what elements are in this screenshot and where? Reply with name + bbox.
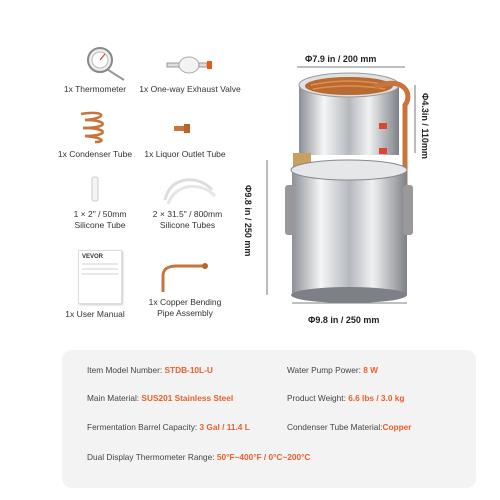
distiller-image — [255, 45, 475, 315]
condenser-tube-label: 1x Condenser Tube — [57, 149, 133, 159]
outlet-tube-icon — [172, 120, 194, 138]
thermometer-icon — [80, 40, 140, 85]
user-manual-label: 1x User Manual — [65, 309, 125, 319]
top-width-dimension: Φ7.9 in / 200 mm — [305, 54, 377, 64]
short-silicone-tube-icon — [88, 175, 102, 203]
long-silicone-tubes-icon — [160, 170, 220, 210]
manual-brand: VEVOR — [82, 254, 104, 260]
spec-thermometer-range: Dual Display Thermometer Range: 50°F~400°F / 0°C~200°C — [87, 452, 311, 462]
top-height-dimension: Φ4.3in / 110mm — [420, 93, 430, 159]
condenser-coil-icon — [75, 108, 115, 144]
exhaust-valve-icon — [165, 50, 215, 80]
copper-pipe-label: 1x Copper Bending Pipe Assembly — [148, 297, 222, 318]
body-width-dimension: Φ9.8 in / 250 mm — [308, 315, 380, 325]
spec-weight: Product Weight: 6.6 lbs / 3.0 kg — [287, 393, 405, 403]
thermometer-label: 1x Thermometer — [63, 84, 127, 94]
exhaust-valve-label: 1x One-way Exhaust Valve — [139, 84, 241, 94]
long-silicone-tubes-label: 2 × 31.5" / 800mm Silicone Tubes — [152, 209, 223, 230]
spec-pump: Water Pump Power: 8 W — [287, 365, 378, 375]
copper-pipe-icon — [155, 262, 210, 294]
spec-capacity: Fermentation Barrel Capacity: 3 Gal / 11.4 L — [87, 422, 250, 432]
spec-material: Main Material: SUS201 Stainless Steel — [87, 393, 234, 403]
body-height-dimension: Φ9.8 in / 250 mm — [243, 185, 253, 257]
spec-condenser: Condenser Tube Material:Copper — [287, 422, 412, 432]
user-manual-image — [78, 250, 122, 304]
spec-model: Item Model Number: STDB-10L-U — [87, 365, 213, 375]
specs-panel — [62, 350, 476, 488]
short-silicone-tube-label: 1 × 2" / 50mm Silicone Tube — [73, 209, 127, 230]
outlet-tube-label: 1x Liquor Outlet Tube — [144, 149, 226, 159]
